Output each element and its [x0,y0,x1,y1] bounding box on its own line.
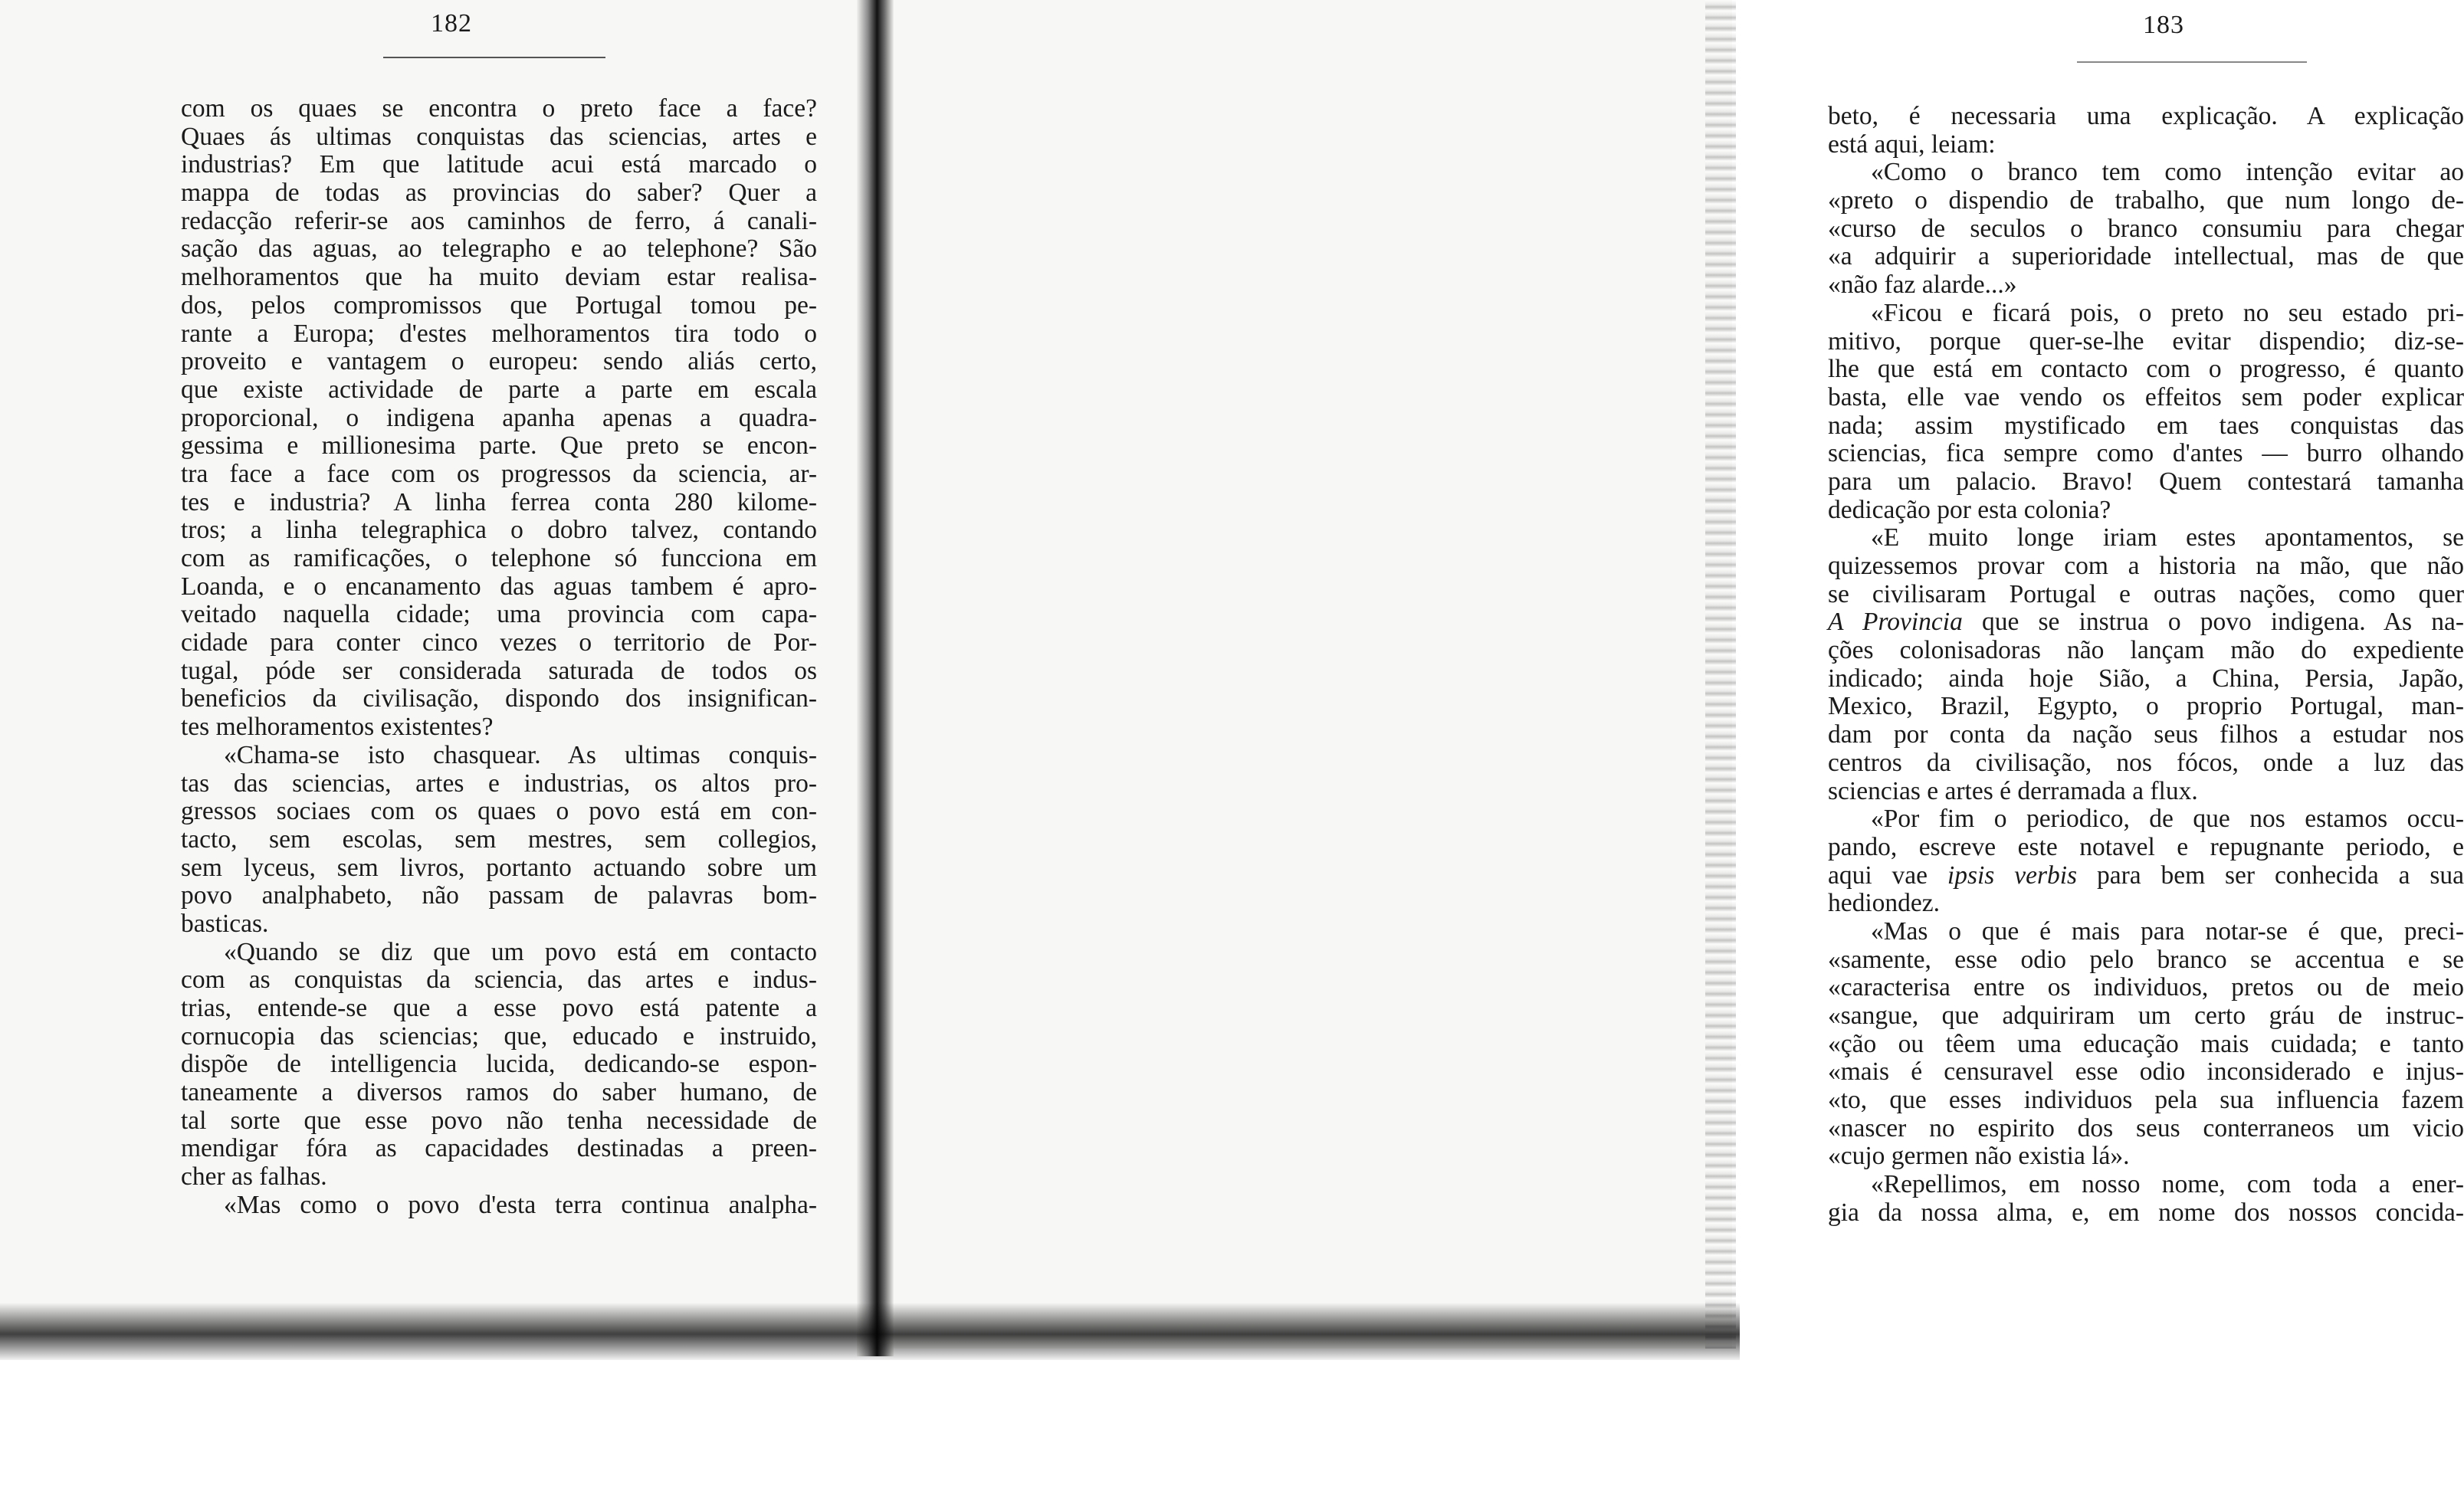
text-line: «Repellimos, em nosso nome, com toda a ener- [1871,1170,2464,1199]
text-line: basticas. [181,909,269,938]
text-line: mappa de todas as provincias do saber? Quer a [181,179,817,208]
text-line: dispõe de intelligencia lucida, dedicando-se espon- [181,1050,817,1079]
left-page-text [181,95,817,1220]
text-line: Mexico, Brazil, Egypto, o proprio Portugal, man- [1828,692,2464,721]
text-line: A Provincia que se instrua o povo indigena. As na- [1828,608,2464,637]
text-line: «sangue, que adquiriram um certo gráu de instruc- [1828,1002,2464,1030]
text-line: basta, elle vae vendo os effeitos sem poder explicar [1828,382,2464,411]
text-line: dedicação por esta colonia? [1828,495,2111,524]
text-line: redacção referir-se aos caminhos de ferro, á canali- [181,206,817,235]
text-line: «Como o branco tem como intenção evitar ao [1871,158,2464,187]
text-line: rante a Europa; d'estes melhoramentos tira todo o [181,319,817,348]
text-line: mendigar fóra as capacidades destinadas a preen- [181,1134,817,1163]
text-line: Loanda, e o encanamento das aguas tambem é apro- [181,572,817,601]
text-line: «Mas como o povo d'esta terra continua analpha- [224,1190,817,1219]
text-line: tes e industria? A linha ferrea conta 280 kilome- [181,487,817,516]
text-line: «Ficou e ficará pois, o preto no seu estado pri- [1871,298,2464,327]
text-line: povo analphabeto, não passam de palavras bom- [181,881,817,910]
text-line: cher as falhas. [181,1162,327,1192]
text-line: «caracterisa entre os individuos, pretos ou de meio [1828,973,2464,1002]
text-line: gia da nossa alma, e, em nome dos nossos concida- [1828,1198,2464,1227]
book-gutter [857,0,894,1356]
text-line: melhoramentos que ha muito deviam estar realisa- [181,263,817,292]
text-line: sação das aguas, ao telegrapho e ao telephone? São [181,234,817,264]
text-line: proporcional, o indigena apanha apenas a quadra- [181,403,817,432]
text-line: «Por fim o periodico, de que nos estamos occu- [1871,805,2464,834]
left-page-number: 182 [431,9,472,38]
text-line: Quaes ás ultimas conquistas das sciencias, artes e [181,122,817,151]
text-line: «E muito longe iriam estes apontamentos, se [1871,523,2464,552]
text-line: com os quaes se encontra o preto face a face? [181,94,817,123]
text-line: com as ramificações, o telephone só funcciona em [181,544,817,572]
text-line: ções colonisadoras não lançam mão do expediente [1828,636,2464,665]
text-line: sem lyceus, sem livros, portanto actuando sobre um [181,853,817,882]
text-line: hediondez. [1828,889,1941,918]
text-line: industrias? Em que latitude acui está marcado o [181,150,817,179]
text-line: aqui vae ipsis verbis para bem ser conhecida a sua [1828,861,2464,890]
text-line: centros da civilisação, nos fócos, onde a luz das [1828,748,2464,777]
text-line: trias, entende-se que a esse povo está patente a [181,994,817,1022]
text-line: tacto, sem escolas, sem mestres, sem collegios, [181,824,817,854]
text-line: nada; assim mystificado em taes conquistas das [1828,411,2464,440]
text-line: dam por conta da nação seus filhos a estudar nos [1828,720,2464,749]
text-line: beneficios da civilisação, dispondo dos insignifican- [181,684,817,713]
text-line: indicado; ainda hoje Sião, a China, Persia, Japão, [1828,664,2464,693]
text-line: taneamente a diversos ramos do saber humano, de [181,1078,817,1107]
text-line: tugal, póde ser considerada saturada de todos os [181,656,817,685]
text-line: cidade para conter cinco vezes o territorio de Por- [181,628,817,657]
text-line: «cujo germen não existia lá». [1828,1142,2130,1171]
text-line: «Chama-se isto chasquear. As ultimas conquis- [224,740,817,769]
text-line: «to, que esses individuos pela sua influencia fazem [1828,1086,2464,1115]
text-line: «curso de seculos o branco consumiu para chegar [1828,214,2464,243]
right-page-edge [1705,0,1736,1349]
text-line: com as conquistas da sciencia, das artes e indus- [181,965,817,995]
text-line: tal sorte que esse povo não tenha necessidade de [181,1106,817,1135]
text-line: «Mas o que é mais para notar-se é que, preci- [1871,916,2464,946]
text-line: sciencias, fica sempre como d'antes — burro olhando [1828,439,2464,468]
text-line: gressos sociaes com os quaes o povo está em con- [181,797,817,826]
text-line: está aqui, leiam: [1828,129,1996,159]
text-line: «mais é censuravel esse odio inconsiderado e injus- [1828,1057,2464,1087]
left-header-rule [383,57,605,58]
text-line: «nascer no espirito dos seus conterraneos um vicio [1828,1113,2464,1142]
left-page [0,0,874,1333]
text-line: cornucopia das sciencias; que, educado e instruido, [181,1021,817,1051]
text-line: pando, escreve este notavel e repugnante periodo, e [1828,832,2464,861]
text-line: quizessemos provar com a historia na mão, que não [1828,552,2464,580]
text-line: tros; a linha telegraphica o dobro talvez, contando [181,516,817,545]
text-line: tas das sciencias, artes e industrias, os altos pro- [181,769,817,798]
text-line: beto, é necessaria uma explicação. A explicação [1828,102,2464,130]
text-line: sciencias e artes é derramada a flux. [1828,776,2198,805]
right-page-number: 183 [2143,11,2184,39]
right-header-rule [2077,61,2307,63]
text-line: se civilisaram Portugal e outras nações, como quer [1828,579,2464,608]
text-line: «ção ou têem uma educação mais cuidada; e tanto [1828,1029,2464,1058]
text-line: dos, pelos compromissos que Portugal tomou pe- [181,290,817,320]
text-line: lhe que está em contacto com o progresso, é quanto [1828,355,2464,384]
right-page-text [1828,103,2464,1228]
text-line: «a adquirir a superioridade intellectual, mas de que [1828,242,2464,271]
text-line: veitado naquella cidade; uma provincia com capa- [181,600,817,629]
text-line: proveito e vantagem o europeu: sendo aliás certo, [181,347,817,376]
text-line: «Quando se diz que um povo está em contacto [224,937,817,966]
right-page [874,0,2464,1349]
scan-bottom-shadow [0,1303,1740,1360]
text-line: que existe actividade de parte a parte em escala [181,375,817,404]
text-line: «não faz alarde...» [1828,270,2017,300]
text-line: tra face a face com os progressos da sciencia, ar- [181,459,817,488]
text-line: «preto o dispendio de trabalho, que num longo de- [1828,186,2464,215]
text-line: mitivo, porque quer-se-lhe evitar dispendio; diz-se- [1828,326,2464,356]
text-line: para um palacio. Bravo! Quem contestará tamanha [1828,467,2464,496]
text-line: «samente, esse odio pelo branco se accentua e se [1828,945,2464,974]
text-line: tes melhoramentos existentes? [181,713,494,742]
text-line: gessima e millionesima parte. Que preto se encon- [181,431,817,461]
